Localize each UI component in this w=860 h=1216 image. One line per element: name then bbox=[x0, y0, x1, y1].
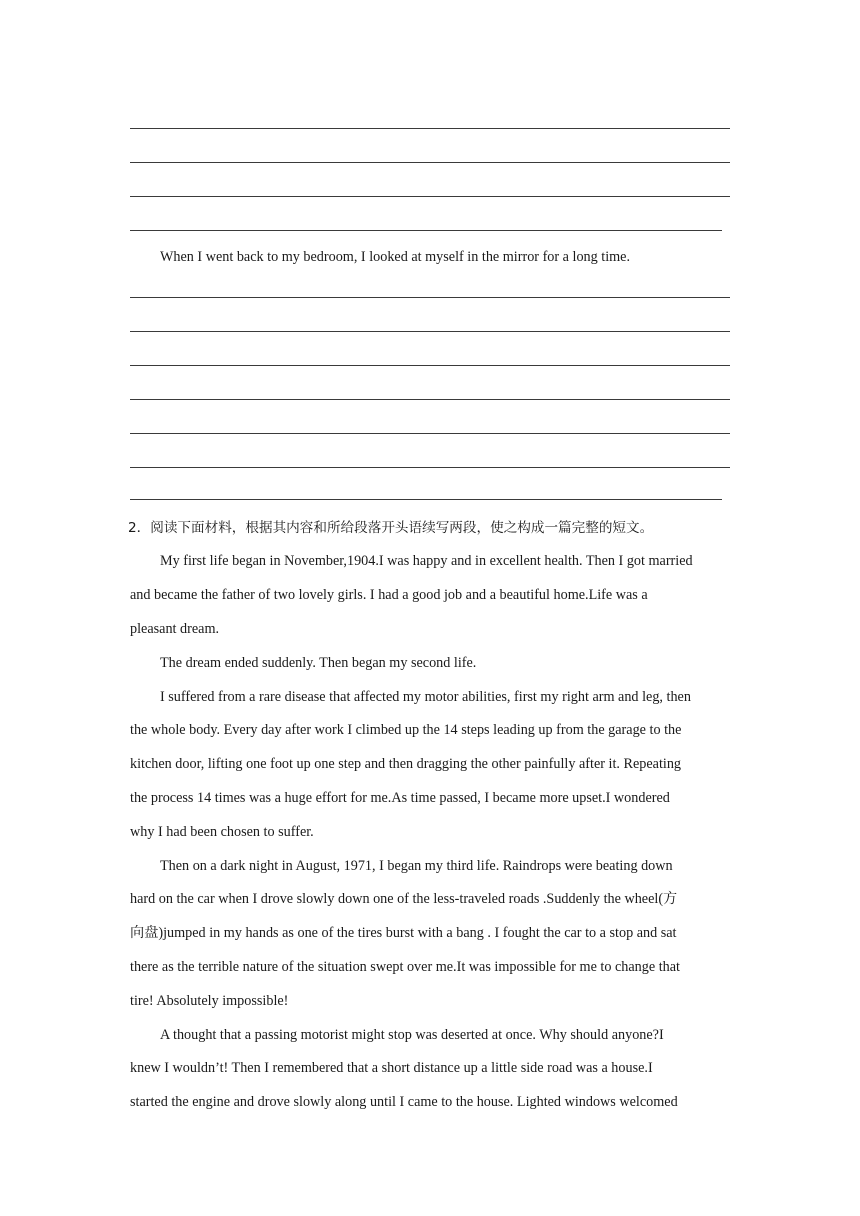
text-line: 向盘)jumped in my hands as one of the tires burst with a bang . I fought the car to a stop and sat bbox=[130, 925, 677, 941]
question-instruction: 2．阅读下面材料，根据其内容和所给段落开头语续写两段，使之构成一篇完整的短文。 bbox=[128, 520, 654, 536]
text-line: Then on a dark night in August, 1971, I began my third life. Raindrops were beating down bbox=[160, 858, 673, 874]
text-line: I suffered from a rare disease that affected my motor abilities, first my right arm and leg, then bbox=[160, 689, 691, 705]
text-line: and became the father of two lovely girls. I had a good job and a beautiful home.Life was a bbox=[130, 587, 648, 603]
text-line: The dream ended suddenly. Then began my second life. bbox=[160, 655, 477, 671]
text-line: started the engine and drove slowly along until I came to the house. Lighted windows welcomed bbox=[130, 1094, 678, 1110]
paragraph-starter: When I went back to my bedroom, I looked at myself in the mirror for a long time. bbox=[160, 249, 631, 265]
answer-line[interactable] bbox=[130, 230, 722, 231]
text-line: tire! Absolutely impossible! bbox=[130, 993, 289, 1009]
text-line: there as the terrible nature of the situation swept over me.It was impossible for me to change that bbox=[130, 959, 680, 975]
text-line: knew I wouldn’t! Then I remembered that a short distance up a little side road was a house.I bbox=[130, 1060, 653, 1076]
text-line: why I had been chosen to suffer. bbox=[130, 824, 314, 840]
text-line: kitchen door, lifting one foot up one step and then dragging the other painfully after it. Repeating bbox=[130, 756, 682, 772]
answer-line[interactable] bbox=[130, 365, 730, 366]
text-line: the whole body. Every day after work I climbed up the 14 steps leading up from the garage to the bbox=[130, 722, 682, 738]
text-line: hard on the car when I drove slowly down one of the less-traveled roads .Suddenly the wheel(方 bbox=[130, 891, 678, 907]
answer-line[interactable] bbox=[130, 399, 730, 400]
answer-line[interactable] bbox=[130, 162, 730, 163]
answer-line[interactable] bbox=[130, 467, 730, 468]
answer-line[interactable] bbox=[130, 499, 722, 500]
text-line: My first life began in November,1904.I was happy and in excellent health. Then I got married bbox=[160, 553, 693, 569]
answer-line[interactable] bbox=[130, 297, 730, 298]
answer-line[interactable] bbox=[130, 433, 730, 434]
text-line: A thought that a passing motorist might stop was deserted at once. Why should anyone?I bbox=[160, 1027, 664, 1043]
answer-line[interactable] bbox=[130, 128, 730, 129]
text-line: pleasant dream. bbox=[130, 621, 220, 637]
answer-line[interactable] bbox=[130, 331, 730, 332]
text-line: the process 14 times was a huge effort for me.As time passed, I became more upset.I wondered bbox=[130, 790, 670, 806]
answer-line[interactable] bbox=[130, 196, 730, 197]
